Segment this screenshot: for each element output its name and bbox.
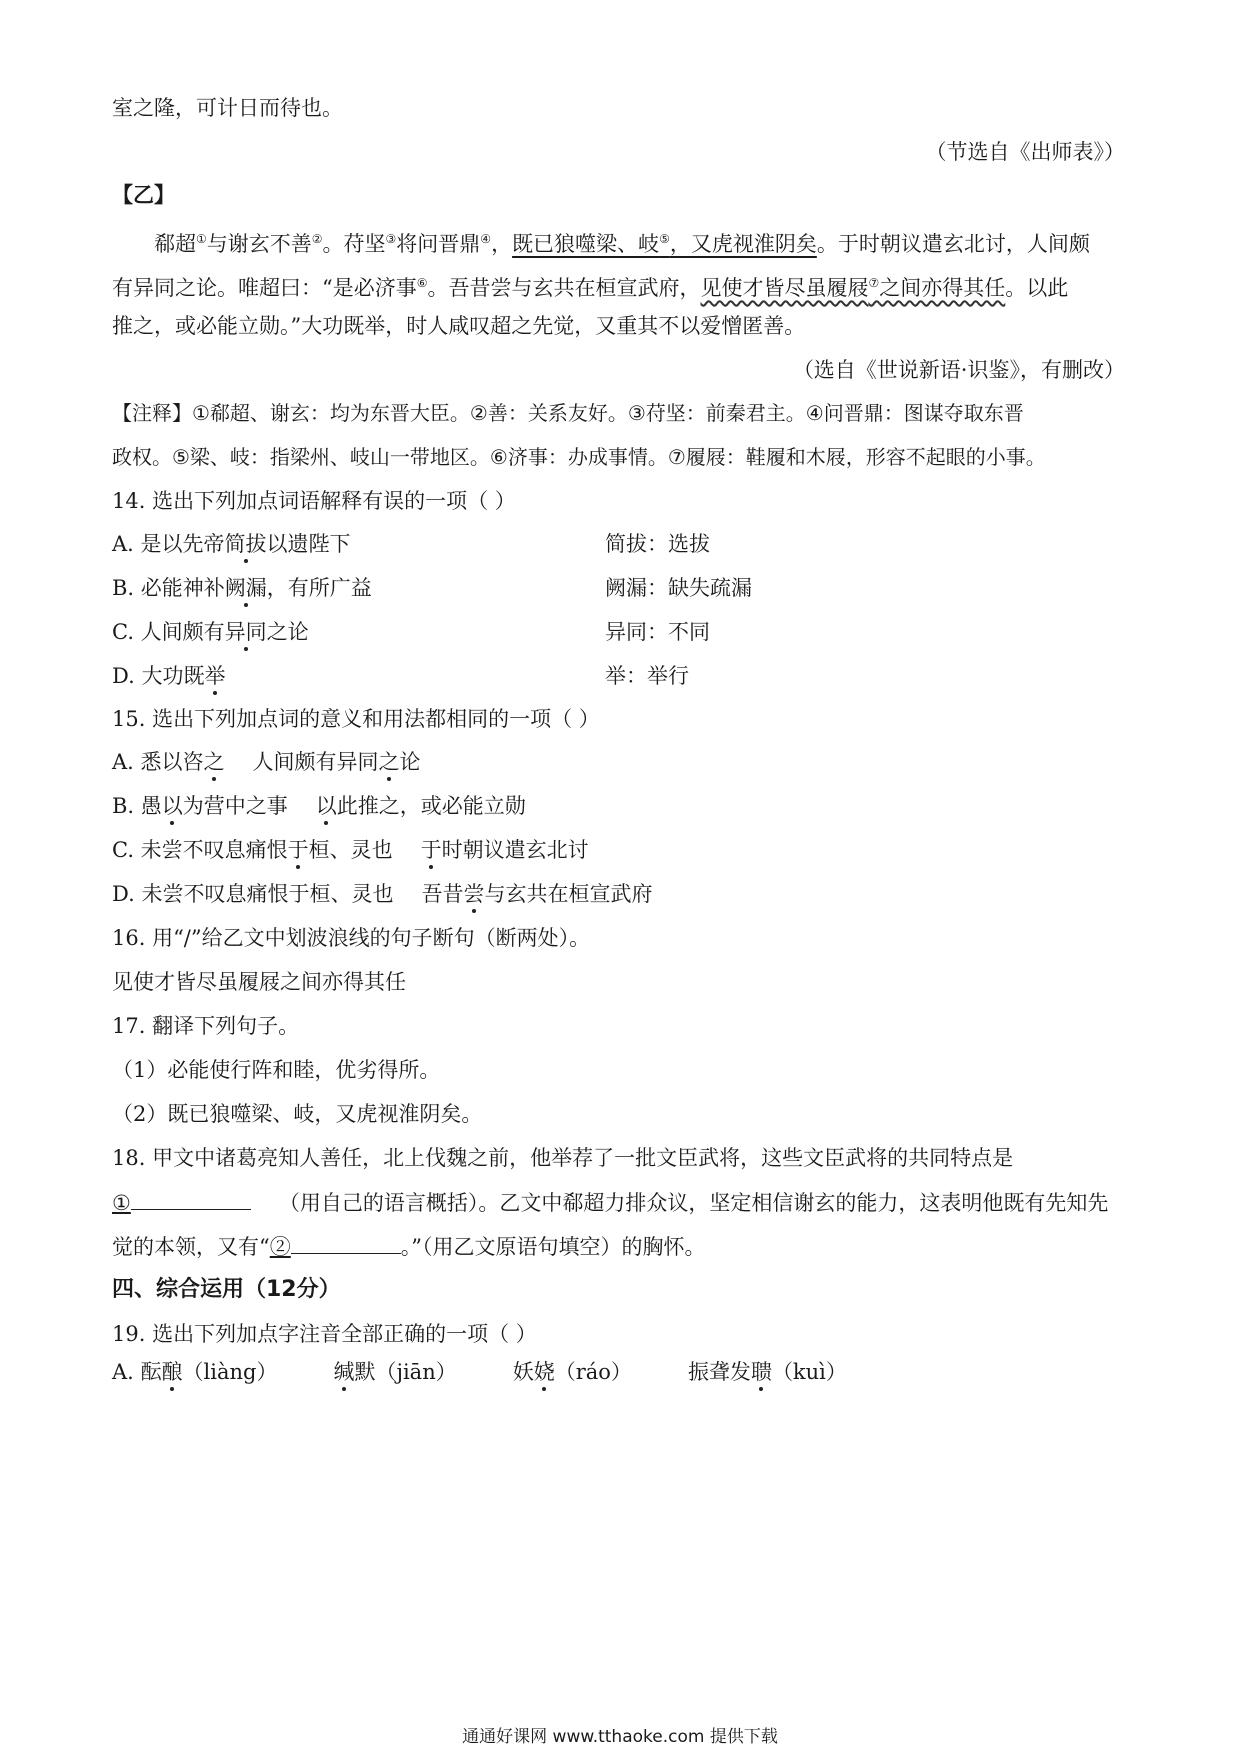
dotted-word: 以 [161,794,183,818]
q14-option-a [112,529,351,559]
question-17-stem: 17. 翻译下列句子。 [112,1014,300,1038]
pinyin: （liàng） [182,1360,278,1384]
q15-option-b [112,791,526,821]
blank-number: ② [269,1235,291,1259]
passage-b-line-2 [112,268,1068,303]
pinyin: （ráo） [554,1360,632,1384]
text-segment: B. 必能神补 [112,576,225,600]
dotted-word: 之 [203,750,225,774]
text-segment: 。”（用乙文原语句填空）的胸怀。 [400,1235,706,1259]
note-marker: ⑥ [416,276,428,290]
text-segment: 有异同之论。唯超曰：“是必济事 [112,276,417,300]
text-segment: ， [491,232,513,256]
note-marker: ③ [385,232,397,246]
text-segment: 。以此 [1005,276,1069,300]
dotted-word: 阙漏 [224,576,267,600]
dotted-word: 于 [420,838,442,862]
question-18-line-2 [112,1187,1108,1218]
text-segment: 与玄共在桓宣武府 [484,882,653,906]
note-marker: ⑦ [868,276,880,290]
q19-option-a [112,1357,847,1387]
note-marker: ⑤ [659,232,670,246]
note-marker: ② [311,232,323,246]
underlined-sentence [512,232,817,256]
text-segment: 将问晋鼎 [396,232,481,256]
notes-line-2: 政权。⑤梁、岐：指梁州、岐山一带地区。⑥济事：办成事情。⑦履屐：鞋履和木屐，形容不起眼的小事。 [112,445,1046,469]
question-16-stem: 16. 用“/”给乙文中划波浪线的句子断句（断两处）。 [112,926,591,950]
question-15-stem: 15. 选出下列加点词的意义和用法都相同的一项（ ） [112,707,600,731]
text-segment: 以遗陛下 [266,532,351,556]
text-segment: 觉的本领，又有“ [112,1235,270,1259]
text-segment: 论 [399,750,421,774]
text-segment: A. 是以先帝 [112,532,225,556]
question-14-stem: 14. 选出下列加点词语解释有误的一项（ ） [112,489,516,513]
option-label: A. [112,1360,141,1384]
passage-a-tail: 室之隆，可计日而待也。 [112,96,343,120]
wavy-underlined-sentence [701,276,1006,300]
q14-option-d-explanation: 举：举行 [605,664,689,688]
dotted-word: 异同 [224,620,267,644]
q14-option-a-explanation: 简拔：选拔 [605,532,710,556]
text-segment: D. 大功既 [112,664,205,688]
text-segment: 见使才皆尽虽履屐 [700,276,869,300]
passage-b-label: 【乙】 [112,182,175,207]
question-18-line-3 [112,1231,706,1262]
text-segment: 郗超 [154,232,196,256]
text-segment: 振聋发 [687,1360,751,1384]
passage-b-source: （选自《世说新语·识鉴》，有删改） [792,358,1125,382]
text-segment: C. 人间颇有 [112,620,225,644]
section-4-heading: 四、综合运用（12分） [112,1277,341,1302]
pinyin: （jiān） [375,1360,457,1384]
q14-option-b [112,573,372,603]
text-segment: 时朝议遣玄北讨 [441,838,589,862]
dotted-word: 以 [315,794,337,818]
dotted-word: 尝 [463,882,485,906]
text-segment: A. 悉以咨 [112,750,204,774]
text-segment: （用自己的语言概括）。乙文中郗超力排众议，坚定相信谢玄的能力，这表明他既有先知先 [278,1191,1109,1215]
text-segment: 妖 [512,1360,534,1384]
text-segment: ，又虎视淮阴矣 [669,232,817,256]
q15-option-a [112,747,421,777]
dotted-word: 简拔 [224,532,267,556]
dotted-word: 聩 [750,1360,772,1384]
passage-a-source: （节选自《出师表》） [925,140,1125,164]
text-segment: 此推之，或必能立勋 [336,794,526,818]
dotted-word: 举 [204,664,226,688]
q15-option-c [112,835,589,865]
blank-number: ① [112,1191,131,1215]
text-segment: 为营中之事 [182,794,288,818]
pinyin: （kuì） [771,1360,847,1384]
question-17-sentence-1: （1）必能使行阵和睦，优劣得所。 [112,1058,441,1082]
text-segment: B. 愚 [112,794,162,818]
q14-option-c [112,617,309,647]
text-segment: 。吾昔尝与玄共在桓宣武府， [427,276,701,300]
text-segment: C. 未尝不叹息痛恨 [112,838,288,862]
text-segment: D. 未尝不叹息痛恨于桓、灵也 [112,882,394,906]
text-segment: 之论 [266,620,309,644]
question-17-sentence-2: （2）既已狼噬梁、岐，又虎视淮阴矣。 [112,1102,483,1126]
answer-blank-2[interactable] [291,1231,401,1254]
question-16-sentence: 见使才皆尽虽履屐之间亦得其任 [112,970,406,994]
text-segment: 默 [354,1360,376,1384]
text-segment: 酝 [140,1360,162,1384]
text-segment: 既已狼噬梁、岐 [512,232,660,256]
footer-watermark: 通通好课网 www.tthaoke.com 提供下载 [462,1727,778,1747]
text-segment: 。苻坚 [322,232,386,256]
q14-option-b-explanation: 阙漏：缺失疏漏 [605,576,752,600]
dotted-word: 娆 [533,1360,555,1384]
passage-b-line-1 [112,224,1090,259]
q14-option-d [112,661,225,691]
question-19-stem: 19. 选出下列加点字注音全部正确的一项（ ） [112,1322,537,1346]
dotted-word: 之 [378,750,400,774]
dotted-word: 于 [287,838,309,862]
dotted-word: 酿 [161,1360,183,1384]
passage-b-line-3: 推之，或必能立勋。”大功既举，时人咸叹超之先觉，又重其不以爱憎匿善。 [112,314,806,338]
text-segment: ，有所广益 [266,576,372,600]
answer-blank-1[interactable] [131,1187,251,1210]
text-segment: 人间颇有异同 [252,750,379,774]
text-segment: 之间亦得其任 [879,276,1006,300]
text-segment: 桓、灵也 [308,838,393,862]
question-18-line-1: 18. 甲文中诸葛亮知人善任，北上伐魏之前，他举荐了一批文臣武将，这些文臣武将的共同特点是 [112,1146,1014,1170]
text-segment: 与谢玄不善 [206,232,312,256]
notes-line-1: 【注释】①郗超、谢玄：均为东晋大臣。②善：关系友好。③苻坚：前秦君主。④问晋鼎：图谋夺取东晋 [112,401,1024,425]
q15-option-d [112,879,652,909]
note-marker: ① [196,232,207,246]
dotted-word: 缄 [333,1360,355,1384]
text-segment: 吾昔 [421,882,464,906]
q14-option-c-explanation: 异同：不同 [605,620,710,644]
text-segment: 。于时朝议遣玄北讨，人间颇 [816,232,1090,256]
note-marker: ④ [480,232,492,246]
